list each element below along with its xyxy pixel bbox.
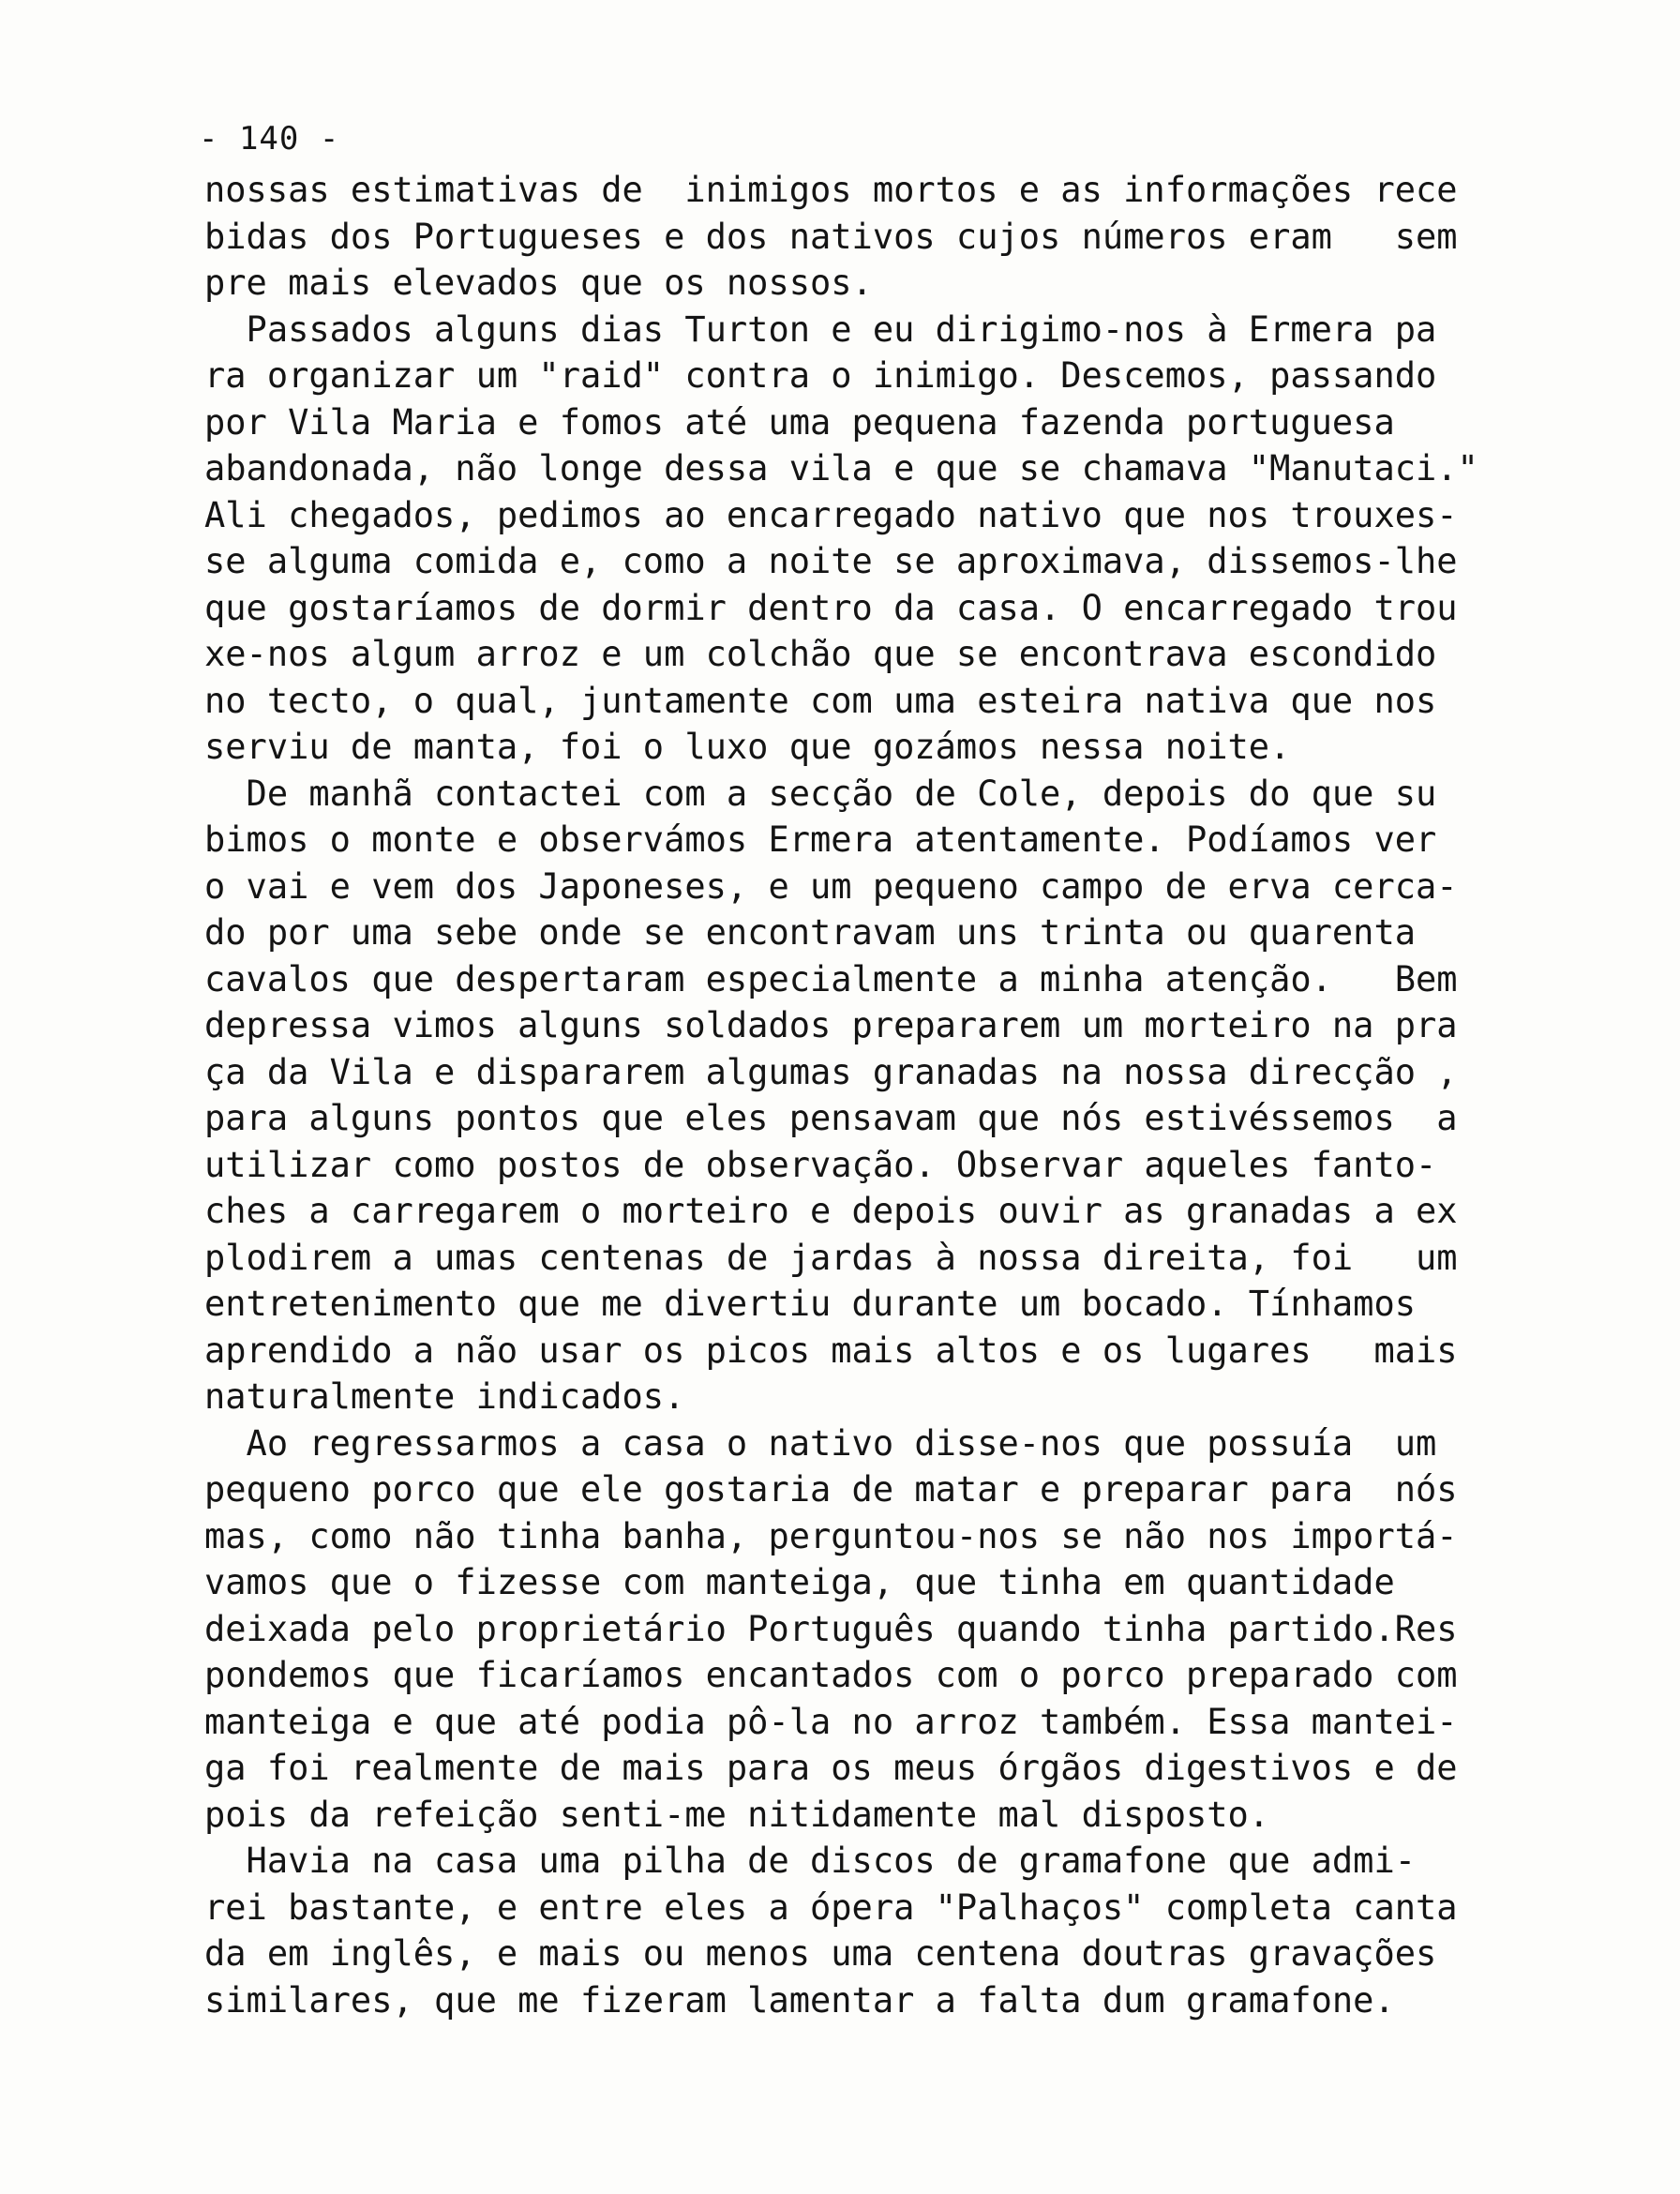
text-line: da em inglês, e mais ou menos uma centena doutras gravações [204,1933,1437,1974]
text-line: pois da refeição senti-me nitidamente mal disposto. [204,1794,1270,1835]
text-line: aprendido a não usar os picos mais altos e os lugares mais [204,1330,1458,1371]
text-line: no tecto, o qual, juntamente com uma esteira nativa que nos [204,680,1437,721]
text-line: manteiga e que até podia pô-la no arroz também. Essa mantei- [204,1701,1458,1742]
text-line: De manhã contactei com a secção de Cole, depois do que su [204,773,1437,814]
text-line: Ao regressarmos a casa o nativo disse-nos que possuía um [204,1422,1437,1464]
text-line: similares, que me fizeram lamentar a falta dum gramafone. [204,1979,1395,2021]
text-line: entretenimento que me divertiu durante um bocado. Tínhamos [204,1284,1417,1324]
text-line: bidas dos Portugueses e dos nativos cujos números eram sem [204,216,1458,257]
text-line: cavalos que despertaram especialmente a minha atenção. Bem [204,958,1458,999]
text-line: vamos que o fizesse com manteiga, que tinha em quantidade [204,1562,1395,1602]
text-line: naturalmente indicados. [204,1376,685,1417]
text-line: por Vila Maria e fomos até uma pequena fazenda portuguesa [204,401,1395,443]
text-line: mas, como não tinha banha, perguntou-nos se não nos importá- [204,1515,1458,1556]
text-line: xe-nos algum arroz e um colchão que se encontrava escondido [204,634,1437,674]
text-line: ches a carregarem o morteiro e depois ouvir as granadas a ex [204,1191,1458,1231]
page-number: - 140 - [199,120,340,158]
text-line: para alguns pontos que eles pensavam que nós estivéssemos a [204,1098,1458,1138]
text-line: pequeno porco que ele gostaria de matar e preparar para nós [204,1469,1458,1510]
text-line: nossas estimativas de inimigos mortos e as informações rece [204,170,1458,210]
text-line: abandonada, não longe dessa vila e que se chamava "Manutaci." [204,448,1478,488]
text-line: pondemos que ficaríamos encantados com o porco preparado com [204,1655,1458,1695]
text-line: Havia na casa uma pilha de discos de gramafone que admi- [204,1841,1417,1881]
text-line: rei bastante, e entre eles a ópera "Palhaços" completa canta [204,1886,1458,1928]
body-text [204,167,1629,2023]
text-line: Passados alguns dias Turton e eu dirigimo-nos à Ermera pa [204,308,1437,350]
text-line: deixada pelo proprietário Português quando tinha partido.Res [204,1608,1458,1649]
text-line: bimos o monte e observámos Ermera atentamente. Podíamos ver [204,819,1437,860]
text-line: ga foi realmente de mais para os meus órgãos digestivos e de [204,1748,1458,1788]
text-line: do por uma sebe onde se encontravam uns trinta ou quarenta [204,912,1417,953]
text-line: Ali chegados, pedimos ao encarregado nativo que nos trouxes- [204,494,1458,535]
text-line: que gostaríamos de dormir dentro da casa. O encarregado trou [204,587,1458,628]
text-line: ra organizar um "raid" contra o inimigo. Descemos, passando [204,355,1437,396]
text-line: se alguma comida e, como a noite se aproximava, dissemos-lhe [204,541,1458,581]
text-line: depressa vimos alguns soldados prepararem um morteiro na pra [204,1005,1458,1045]
text-line: o vai e vem dos Japoneses, e um pequeno campo de erva cerca- [204,865,1458,907]
text-line: pre mais elevados que os nossos. [204,263,873,303]
text-line: serviu de manta, foi o luxo que gozámos nessa noite. [204,727,1291,767]
text-line: plodirem a umas centenas de jardas à nossa direita, foi um [204,1237,1458,1278]
text-line: utilizar como postos de observação. Observar aqueles fanto- [204,1144,1437,1185]
text-line: ça da Vila e dispararem algumas granadas na nossa direcção , [204,1051,1458,1092]
